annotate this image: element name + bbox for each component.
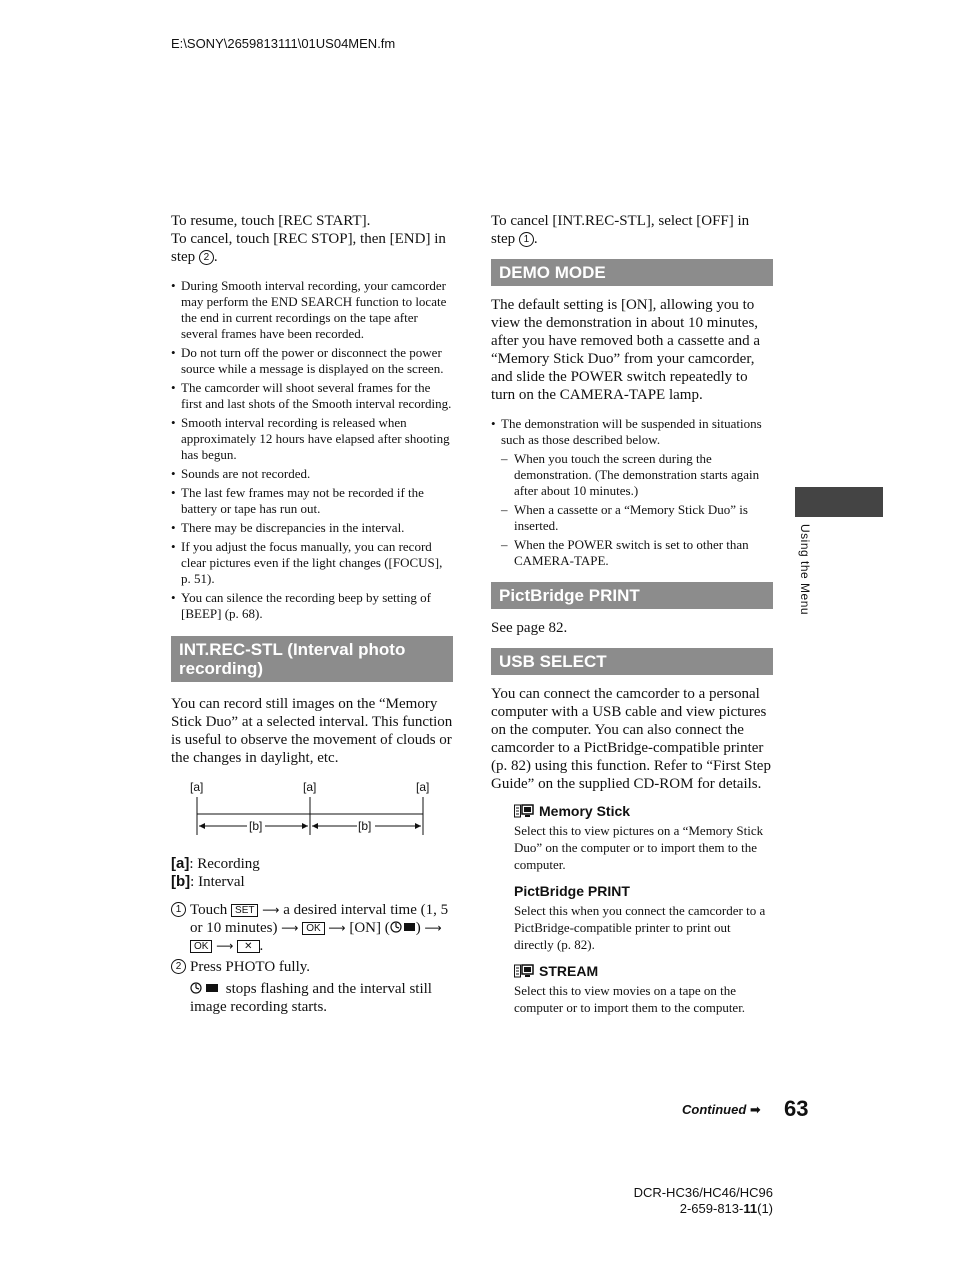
- right-column: [491, 212, 773, 1016]
- demo-dash-item: – When you touch the screen during the demonstration. (The demonstration starts again after about 10 minutes.): [501, 451, 773, 499]
- diagram-label-a: [a]: [416, 780, 430, 794]
- demo-body: The default setting is [ON], allowing you to view the demonstration in about 10 minutes, after you have removed both a cassette and a “Memory Stick Duo” from your camcorder, and slide the POWER switch repeatedly to turn on the CAMERA-TAPE lamp.: [491, 297, 761, 403]
- diagram-label-a: [a]: [303, 780, 317, 794]
- legend-a: [a]: Recording: [171, 855, 260, 872]
- step-2-text: Press PHOTO fully.: [190, 959, 311, 975]
- cancel-rec-text: To cancel, touch [REC STOP], then [END] in step 2 .: [171, 231, 446, 265]
- diagram-arrowhead: [199, 823, 205, 829]
- diagram-arrowhead: [415, 823, 421, 829]
- section-heading-pictbridge: PictBridge PRINT: [491, 582, 773, 609]
- step-2-marker: 2: [171, 959, 186, 974]
- notes-list: [171, 278, 453, 622]
- interval-rec-icon: [190, 981, 222, 994]
- file-path: E:\SONY\2659813111\01US04MEN.fm: [171, 36, 396, 51]
- memory-stick-icon: [514, 804, 534, 818]
- ok-button-icon: OK: [302, 922, 324, 935]
- diagram-label-b: [b]: [249, 819, 263, 833]
- arrow-right-icon: ⟶: [281, 921, 299, 935]
- arrow-right-icon: ⟶: [262, 903, 280, 917]
- arrow-right-icon: ➡: [749, 1103, 761, 1118]
- diagram-label-b: [b]: [358, 819, 372, 833]
- note-item: • Sounds are not recorded.: [171, 466, 453, 482]
- option-pictbridge-head: PictBridge PRINT: [514, 883, 630, 899]
- step-1-text: Touch SET ⟶ a desired interval time (1, 5 or 10 minutes) ⟶ OK ⟶ [ON] ( ) ⟶ OK ⟶ ✕ .: [190, 902, 449, 954]
- demo-dash-item: – When the POWER switch is set to other than CAMERA-TAPE.: [501, 537, 773, 569]
- legend-b: [b]: Interval: [171, 873, 245, 890]
- arrow-right-icon: ⟶: [424, 921, 442, 935]
- model-footer: DCR-HC36/HC46/HC96 2-659-813-11(1): [633, 1185, 773, 1216]
- step-1: [171, 901, 453, 955]
- left-column: [171, 212, 453, 1016]
- arrow-right-icon: ⟶: [328, 921, 346, 935]
- int-rec-body: You can record still images on the “Memory Stick Duo” at a selected interval. This function is useful to observe the movement of clouds or the changes in daylight, etc.: [171, 696, 453, 766]
- step-2-marker: 2: [199, 250, 214, 265]
- side-section-label: Using the Menu: [798, 524, 812, 616]
- step-1-marker: 1: [519, 232, 534, 247]
- resume-text: To resume, touch [REC START].: [171, 213, 371, 229]
- note-item: • The last few frames may not be recorded if the battery or tape has run out.: [171, 485, 453, 517]
- section-tab-marker: [795, 487, 883, 517]
- option-stream-head: STREAM: [514, 962, 773, 980]
- note-item: • During Smooth interval recording, your camcorder may perform the END SEARCH function to locate the end in current recordings on the tape after several frames have been recorded.: [171, 278, 453, 342]
- continued-label: Continued ➡: [682, 1102, 761, 1118]
- demo-notes: [491, 416, 773, 569]
- interval-diagram: [171, 777, 453, 843]
- note-item: • The camcorder will shoot several frames for the first and last shots of the Smooth interval recording.: [171, 380, 453, 412]
- option-memory-stick-body: Select this to view pictures on a “Memory Stick Duo” on the computer or to import them to the computer.: [514, 823, 764, 872]
- demo-dash-list: [501, 451, 773, 569]
- cancel-int-text: To cancel [INT.REC-STL], select [OFF] in step 1 .: [491, 213, 750, 247]
- section-heading-int-rec-stl: INT.REC-STL (Interval photo recording): [171, 636, 453, 682]
- note-item: • Smooth interval recording is released when approximately 12 hours have elapsed after shooting has begun.: [171, 415, 453, 463]
- diagram-label-a: [a]: [190, 780, 204, 794]
- note-item: • Do not turn off the power or disconnect the power source while a message is displayed on the screen.: [171, 345, 453, 377]
- close-button-icon: ✕: [237, 940, 259, 953]
- demo-dash-item: – When a cassette or a “Memory Stick Duo” is inserted.: [501, 502, 773, 534]
- section-heading-usb-select: USB SELECT: [491, 648, 773, 675]
- pictbridge-body: See page 82.: [491, 620, 568, 636]
- stream-icon: [514, 964, 534, 978]
- step-2-detail: stops flashing and the interval still image recording starts.: [190, 981, 432, 1015]
- step-2: [171, 958, 453, 1016]
- note-item: • You can silence the recording beep by setting of [BEEP] (p. 68).: [171, 590, 453, 622]
- note-item: • There may be discrepancies in the interval.: [171, 520, 453, 536]
- diagram-arrowhead: [312, 823, 318, 829]
- usb-body: You can connect the camcorder to a personal computer with a USB cable and view pictures on the computer. You can also connect the camcorder to a PictBridge-compatible printer (p. 82) using this function. Refer to “First Step Guide” on the supplied CD-ROM for details.: [491, 686, 771, 792]
- option-stream-body: Select this to view movies on a tape on the computer or to import them to the computer.: [514, 983, 746, 1015]
- option-pictbridge-body: Select this when you connect the camcorder to a PictBridge-compatible printer to print out directly (p. 82).: [514, 903, 766, 952]
- note-item: • If you adjust the focus manually, you can record clear pictures even if the light changes ([FOCUS], p. 51).: [171, 539, 453, 587]
- demo-note: • The demonstration will be suspended in situations such as those described below. – When you touch the screen during the demonstration. (The demonstration starts again after about 10 minutes.) – When a cassette or a “Memory Stick Duo” is inserted. – When the POWER switch is set to other than CAMERA-TAPE.: [491, 416, 773, 569]
- arrow-right-icon: ⟶: [216, 939, 234, 953]
- step-1-marker: 1: [171, 902, 186, 917]
- ok-button-icon: OK: [190, 940, 212, 953]
- usb-options: [491, 802, 773, 1016]
- page-number: 63: [784, 1096, 809, 1121]
- section-heading-demo-mode: DEMO MODE: [491, 259, 773, 286]
- set-button-icon: SET: [231, 904, 258, 917]
- interval-rec-icon: [390, 920, 416, 933]
- option-memory-stick-head: Memory Stick: [514, 802, 773, 820]
- diagram-arrowhead: [302, 823, 308, 829]
